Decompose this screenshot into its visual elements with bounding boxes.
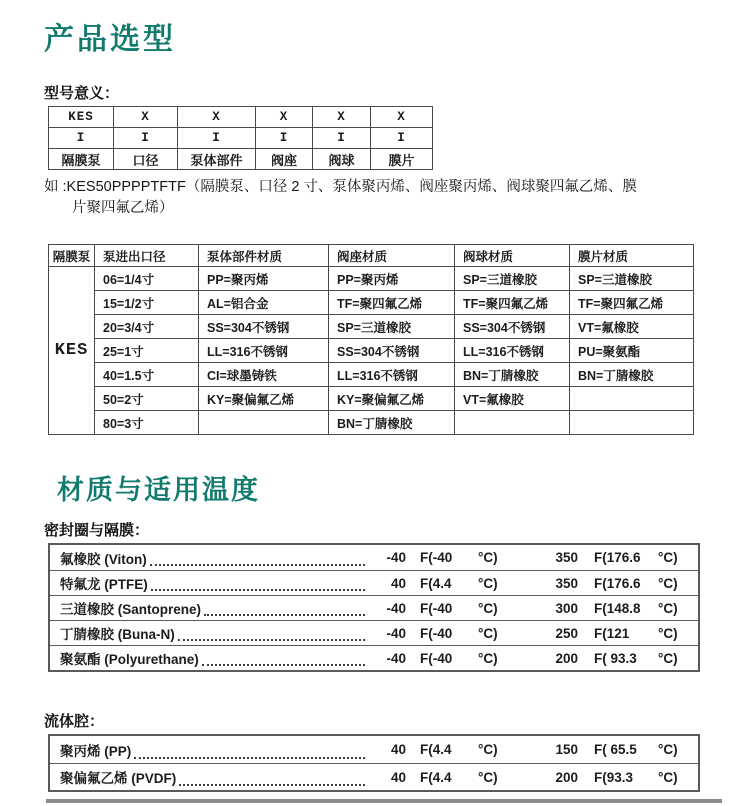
- temp-row: [50, 545, 698, 570]
- grid-cell: 隔膜泵: [49, 149, 114, 170]
- table-cell: SP=三道橡胶: [570, 267, 694, 291]
- min-temp-unit: °C): [478, 769, 498, 785]
- min-temp-unit: °C): [478, 625, 498, 641]
- temp-row: [50, 595, 698, 620]
- table-cell: LL=316不锈钢: [199, 339, 329, 363]
- header-cell: 隔膜泵: [49, 245, 95, 267]
- table-cell: SP=三道橡胶: [455, 267, 570, 291]
- table-row: [49, 267, 694, 291]
- material-name: 丁腈橡胶 (Buna-N): [60, 627, 175, 642]
- max-temp-f: 150: [555, 742, 578, 757]
- seal-label: 密封圈与隔膜：: [44, 522, 150, 539]
- table-cell: TF=聚四氟乙烯: [570, 291, 694, 315]
- table-cell: BN=丁腈橡胶: [570, 363, 694, 387]
- dotted-leader: [178, 639, 365, 641]
- min-temp-unit: °C): [478, 550, 498, 565]
- min-temp-f: 40: [390, 742, 406, 757]
- table-cell: PP=聚丙烯: [199, 267, 329, 291]
- grid-cell: I: [371, 128, 433, 149]
- model-meaning-table: [48, 106, 433, 170]
- min-temp-f: -40: [386, 650, 406, 666]
- selection-table: [48, 244, 694, 435]
- table-cell: KY=聚偏氟乙烯: [199, 387, 329, 411]
- grid-cell: X: [313, 107, 371, 128]
- dotted-leader: [150, 564, 365, 566]
- table-cell: SP=三道橡胶: [329, 315, 455, 339]
- model-example-line2: 片聚四氟乙烯）: [72, 200, 174, 216]
- table-cell: 15=1/2寸: [95, 291, 199, 315]
- table-cell: [570, 387, 694, 411]
- min-temp-f: 40: [390, 575, 406, 591]
- max-temp-unit: °C): [658, 625, 678, 641]
- max-temp-f: 200: [555, 650, 578, 666]
- table-row: [49, 149, 433, 170]
- grid-cell: 口径: [114, 149, 178, 170]
- model-meaning-label: 型号意义：: [44, 85, 120, 102]
- min-temp-c: F(4.4: [420, 742, 452, 757]
- table-cell: 20=3/4寸: [95, 315, 199, 339]
- table-cell: [455, 411, 570, 435]
- grid-cell: I: [114, 128, 178, 149]
- material-name: 聚丙烯 (PP): [60, 743, 132, 759]
- series-cell: KES: [49, 267, 95, 435]
- dotted-leader: [179, 784, 365, 786]
- dotted-leader: [151, 589, 365, 591]
- max-temp-c: F( 93.3: [594, 650, 637, 666]
- grid-cell: 阀球: [313, 149, 371, 170]
- table-row: [49, 363, 694, 387]
- table-cell: PU=聚氨酯: [570, 339, 694, 363]
- temp-row: [50, 570, 698, 595]
- temp-row: [50, 763, 698, 790]
- min-temp-c: F(-40: [420, 550, 453, 565]
- material-name: 氟橡胶 (Viton): [60, 551, 147, 567]
- table-cell: SS=304不锈钢: [199, 315, 329, 339]
- grid-cell: I: [49, 128, 114, 149]
- grid-cell: KES: [49, 107, 114, 128]
- table-cell: TF=聚四氟乙烯: [329, 291, 455, 315]
- table-row: [49, 107, 433, 128]
- table-cell: BN=丁腈橡胶: [329, 411, 455, 435]
- max-temp-c: F(121: [594, 625, 630, 641]
- selection-header-row: [49, 245, 694, 267]
- table-cell: [570, 411, 694, 435]
- grid-cell: 泵体部件: [178, 149, 256, 170]
- temp-row: [50, 736, 698, 763]
- min-temp-c: F(-40: [420, 600, 453, 616]
- min-temp-c: F(-40: [420, 650, 453, 666]
- table-cell: VT=氟橡胶: [570, 315, 694, 339]
- table-cell: SS=304不锈钢: [329, 339, 455, 363]
- material-name: 三道橡胶 (Santoprene): [60, 602, 202, 617]
- max-temp-f: 350: [555, 575, 578, 591]
- max-temp-unit: °C): [658, 769, 678, 785]
- max-temp-unit: °C): [658, 650, 678, 666]
- seal-temp-table: [48, 543, 700, 672]
- table-row: [49, 291, 694, 315]
- max-temp-f: 250: [555, 625, 578, 641]
- table-cell: 06=1/4寸: [95, 267, 199, 291]
- table-cell: [199, 411, 329, 435]
- grid-cell: X: [178, 107, 256, 128]
- table-cell: VT=氟橡胶: [455, 387, 570, 411]
- dotted-leader: [202, 664, 365, 666]
- min-temp-c: F(4.4: [420, 575, 452, 591]
- model-example: [44, 177, 750, 219]
- grid-cell: I: [256, 128, 313, 149]
- grid-cell: X: [371, 107, 433, 128]
- min-temp-c: F(4.4: [420, 769, 452, 785]
- max-temp-c: F(148.8: [594, 600, 641, 616]
- table-cell: LL=316不锈钢: [455, 339, 570, 363]
- header-cell: 阀座材质: [329, 245, 455, 267]
- temp-row: [50, 645, 698, 670]
- min-temp-f: -40: [386, 600, 406, 616]
- min-temp-f: 40: [390, 769, 406, 785]
- max-temp-unit: °C): [658, 550, 678, 565]
- min-temp-unit: °C): [478, 600, 498, 616]
- table-cell: TF=聚四氟乙烯: [455, 291, 570, 315]
- min-temp-c: F(-40: [420, 625, 453, 641]
- section-title: 材质与适用温度: [57, 475, 260, 505]
- max-temp-f: 200: [555, 769, 578, 785]
- material-name: 聚氨酯 (Polyurethane): [60, 652, 199, 667]
- max-temp-unit: °C): [658, 575, 678, 591]
- table-cell: SS=304不锈钢: [455, 315, 570, 339]
- grid-cell: 阀座: [256, 149, 313, 170]
- min-temp-unit: °C): [478, 742, 498, 757]
- max-temp-c: F(176.6: [594, 575, 641, 591]
- table-row: [49, 315, 694, 339]
- max-temp-unit: °C): [658, 600, 678, 616]
- table-cell: 25=1寸: [95, 339, 199, 363]
- table-cell: 50=2寸: [95, 387, 199, 411]
- table-cell: 40=1.5寸: [95, 363, 199, 387]
- max-temp-unit: °C): [658, 742, 678, 757]
- grid-cell: X: [114, 107, 178, 128]
- table-cell: BN=丁腈橡胶: [455, 363, 570, 387]
- min-temp-unit: °C): [478, 650, 498, 666]
- table-cell: KY=聚偏氟乙烯: [329, 387, 455, 411]
- page-title: 产品选型: [44, 23, 176, 56]
- max-temp-c: F(93.3: [594, 769, 634, 785]
- table-cell: 80=3寸: [95, 411, 199, 435]
- material-name: 聚偏氟乙烯 (PVDF): [60, 771, 177, 786]
- dotted-leader: [204, 614, 365, 616]
- table-cell: CI=球墨铸铁: [199, 363, 329, 387]
- header-cell: 膜片材质: [570, 245, 694, 267]
- page-bottom-divider: [46, 799, 722, 803]
- dotted-leader: [134, 757, 365, 759]
- header-cell: 泵体部件材质: [199, 245, 329, 267]
- grid-cell: I: [178, 128, 256, 149]
- table-row: [49, 339, 694, 363]
- max-temp-c: F(176.6: [594, 550, 641, 565]
- fluid-temp-table: [48, 734, 700, 792]
- min-temp-unit: °C): [478, 575, 498, 591]
- table-row: [49, 411, 694, 435]
- table-row: [49, 387, 694, 411]
- grid-cell: 膜片: [371, 149, 433, 170]
- table-cell: AL=铝合金: [199, 291, 329, 315]
- header-cell: 泵进出口径: [95, 245, 199, 267]
- material-name: 特氟龙 (PTFE): [60, 577, 148, 592]
- table-row: [49, 128, 433, 149]
- min-temp-f: -40: [386, 550, 406, 565]
- table-cell: LL=316不锈钢: [329, 363, 455, 387]
- table-cell: PP=聚丙烯: [329, 267, 455, 291]
- max-temp-f: 300: [555, 600, 578, 616]
- max-temp-f: 350: [555, 550, 578, 565]
- temp-row: [50, 620, 698, 645]
- fluid-label: 流体腔：: [44, 713, 105, 730]
- model-example-line1: 如 :KES50PPPPTFTF（隔膜泵、口径 2 寸、泵体聚丙烯、阀座聚丙烯、阀球聚四氟乙烯、膜: [44, 179, 637, 195]
- header-cell: 阀球材质: [455, 245, 570, 267]
- grid-cell: X: [256, 107, 313, 128]
- grid-cell: I: [313, 128, 371, 149]
- min-temp-f: -40: [386, 625, 406, 641]
- max-temp-c: F( 65.5: [594, 742, 637, 757]
